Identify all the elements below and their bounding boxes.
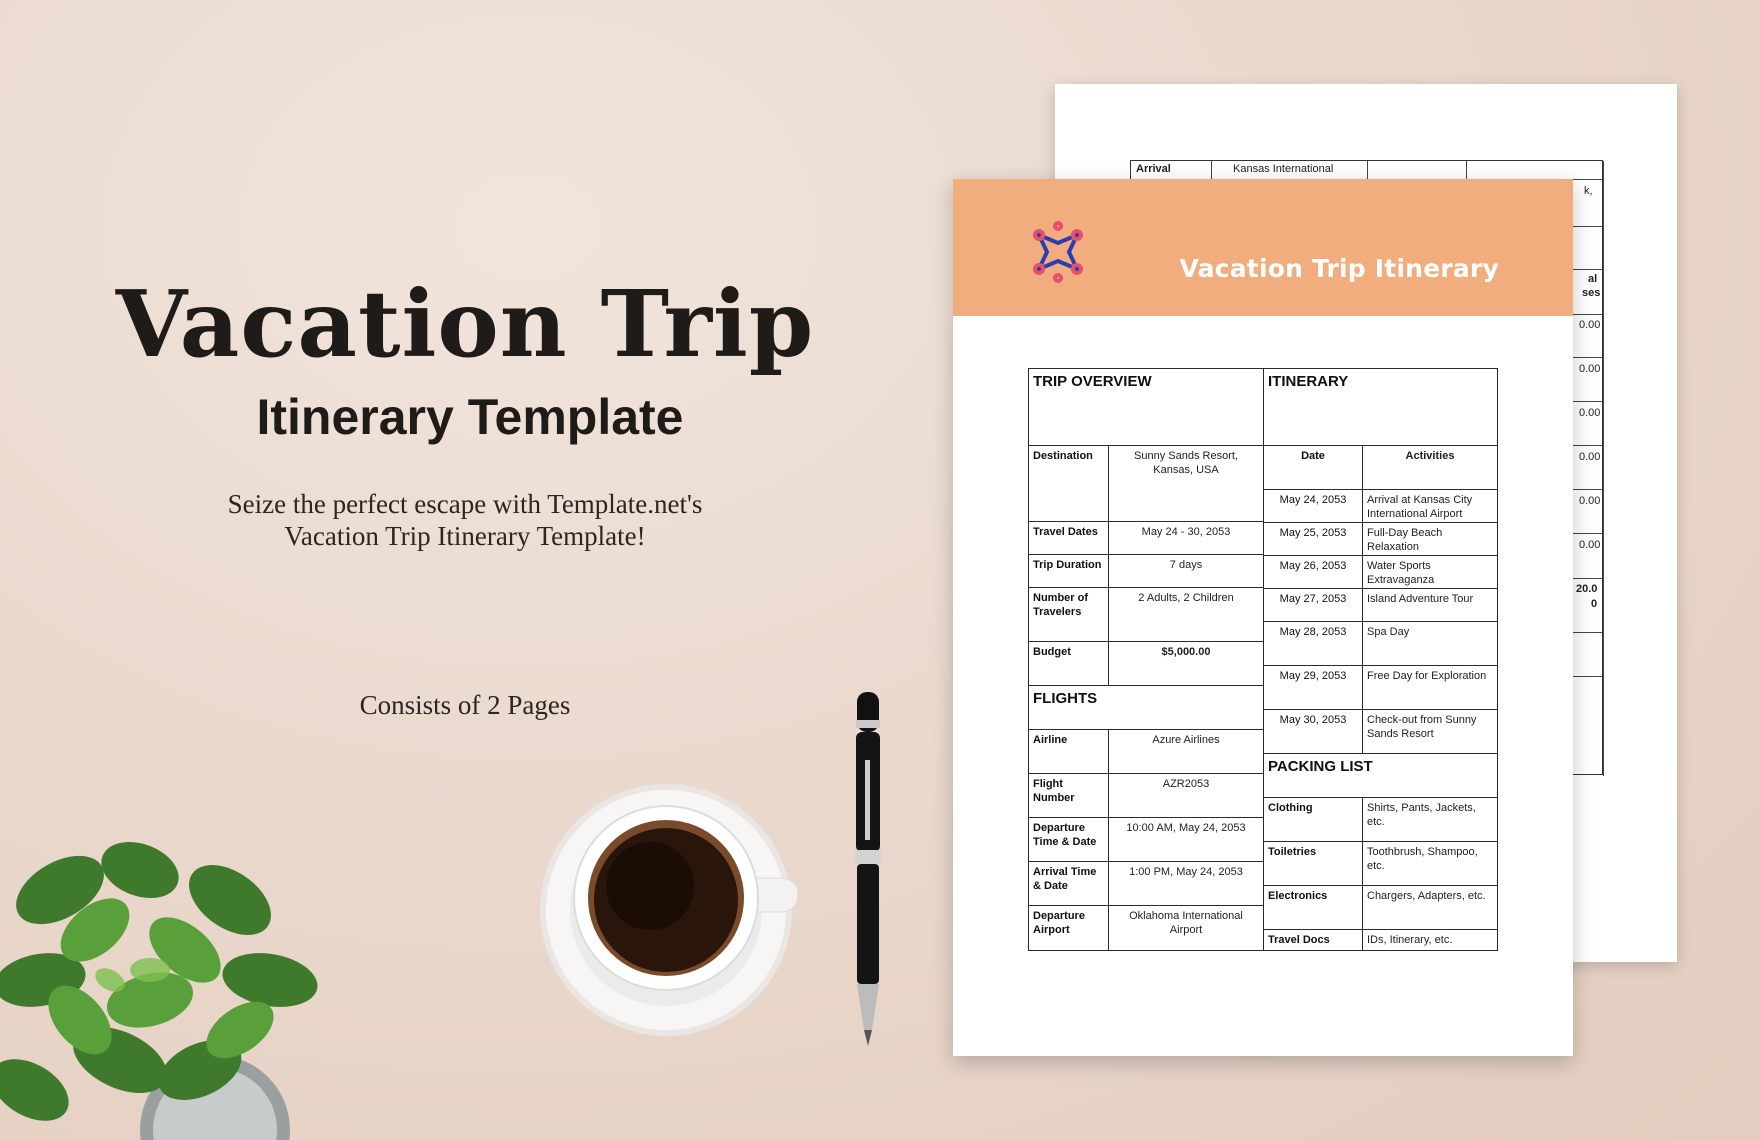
back-cell: 0.00 bbox=[1579, 495, 1601, 507]
table-row bbox=[1264, 930, 1497, 950]
packing-list-header bbox=[1264, 754, 1497, 798]
row-value: Sunny Sands Resort, Kansas, USA bbox=[1134, 450, 1238, 476]
itinerary-activity: Arrival at Kansas City International Airport bbox=[1367, 494, 1473, 520]
hero-tagline-line2: Vacation Trip Itinerary Template! bbox=[284, 521, 646, 551]
itinerary-date: May 26, 2053 bbox=[1264, 556, 1363, 588]
back-col-divider bbox=[1211, 161, 1212, 179]
table-row bbox=[1029, 555, 1263, 588]
table-row bbox=[1029, 642, 1263, 686]
hero-tagline bbox=[0, 488, 930, 552]
table-row bbox=[1029, 730, 1263, 774]
row-label: Travel Dates bbox=[1029, 522, 1109, 554]
row-label: Departure Airport bbox=[1029, 906, 1109, 950]
table-row bbox=[1264, 666, 1497, 710]
packing-items: Chargers, Adapters, etc. bbox=[1367, 890, 1486, 902]
packing-category: Toiletries bbox=[1264, 842, 1363, 885]
back-cell: ses bbox=[1582, 287, 1601, 299]
section-heading-packing-list: PACKING LIST bbox=[1268, 758, 1373, 775]
back-cell: 0.00 bbox=[1579, 319, 1601, 331]
itinerary-date: May 27, 2053 bbox=[1264, 589, 1363, 621]
back-col-divider bbox=[1603, 161, 1604, 776]
row-value: Azure Airlines bbox=[1152, 734, 1220, 746]
column-header-date: Date bbox=[1264, 446, 1363, 489]
row-value: 10:00 AM, May 24, 2053 bbox=[1126, 822, 1246, 834]
logo-icon bbox=[1027, 221, 1089, 283]
back-cell: 0.00 bbox=[1579, 539, 1601, 551]
back-cell: 0.00 bbox=[1579, 363, 1601, 375]
back-cell: 0.00 bbox=[1579, 451, 1601, 463]
itinerary-activity: Check-out from Sunny Sands Resort bbox=[1367, 714, 1477, 740]
table-row bbox=[1029, 862, 1263, 906]
itinerary-activity: Spa Day bbox=[1367, 626, 1410, 638]
row-value: 2 Adults, 2 Children bbox=[1138, 592, 1234, 604]
itinerary-activity: Full-Day Beach Relaxation bbox=[1367, 527, 1443, 553]
right-column bbox=[1263, 368, 1498, 951]
column-header-activities: Activities bbox=[1405, 450, 1455, 462]
table-row bbox=[1264, 842, 1497, 886]
row-label: Number of Travelers bbox=[1029, 588, 1109, 641]
pages-note: Consists of 2 Pages bbox=[359, 690, 571, 720]
row-value: Oklahoma International Airport bbox=[1129, 910, 1243, 936]
row-label: Departure Time & Date bbox=[1029, 818, 1109, 861]
section-heading-trip-overview: TRIP OVERVIEW bbox=[1033, 373, 1152, 390]
table-row bbox=[1264, 622, 1497, 666]
table-row bbox=[1264, 798, 1497, 842]
packing-items: Shirts, Pants, Jackets, etc. bbox=[1367, 802, 1476, 828]
itinerary-activity: Free Day for Exploration bbox=[1367, 670, 1487, 682]
table-row bbox=[1264, 589, 1497, 622]
table-row bbox=[1264, 523, 1497, 556]
packing-items: Toothbrush, Shampoo, etc. bbox=[1367, 846, 1478, 872]
table-row bbox=[1029, 818, 1263, 862]
row-label: Arrival Time & Date bbox=[1029, 862, 1109, 905]
section-heading-itinerary: ITINERARY bbox=[1268, 373, 1349, 390]
back-cell: 0.00 bbox=[1579, 407, 1601, 419]
row-value: $5,000.00 bbox=[1161, 646, 1211, 658]
hero-tagline-line1: Seize the perfect escape with Template.net's bbox=[227, 489, 703, 519]
table-row bbox=[1264, 556, 1497, 589]
row-label: Trip Duration bbox=[1029, 555, 1109, 587]
itinerary-date: May 28, 2053 bbox=[1264, 622, 1363, 665]
packing-category: Electronics bbox=[1264, 886, 1363, 929]
itinerary-date: May 25, 2053 bbox=[1264, 523, 1363, 555]
front-page bbox=[953, 179, 1573, 1056]
section-heading-flights: FLIGHTS bbox=[1033, 690, 1098, 707]
table-row bbox=[1029, 906, 1263, 950]
row-label: Budget bbox=[1029, 642, 1109, 685]
row-value: AZR2053 bbox=[1162, 778, 1210, 790]
packing-items: IDs, Itinerary, etc. bbox=[1367, 934, 1453, 946]
page-title: Vacation Trip Itinerary bbox=[1179, 254, 1499, 283]
itinerary-column-headers bbox=[1264, 446, 1497, 490]
coffee-cup-decoration bbox=[538, 778, 798, 1038]
back-cell: 20.0 bbox=[1576, 583, 1598, 595]
itinerary-date: May 30, 2053 bbox=[1264, 710, 1363, 753]
back-cell: Arrival bbox=[1136, 163, 1171, 175]
back-cell: Kansas International bbox=[1233, 163, 1334, 175]
itinerary-header bbox=[1264, 369, 1497, 446]
packing-category: Travel Docs bbox=[1264, 930, 1363, 950]
back-col-divider bbox=[1466, 161, 1467, 179]
row-value: 1:00 PM, May 24, 2053 bbox=[1129, 866, 1243, 878]
trip-overview-header bbox=[1029, 369, 1263, 446]
hero-subtitle: Itinerary Template bbox=[256, 389, 684, 445]
pen-decoration bbox=[848, 690, 888, 1050]
table-row bbox=[1029, 446, 1263, 522]
back-cell: k, bbox=[1584, 185, 1593, 197]
table-row bbox=[1029, 522, 1263, 555]
page-header-band bbox=[953, 179, 1573, 316]
flights-header bbox=[1029, 686, 1263, 730]
row-value: 7 days bbox=[1169, 559, 1203, 571]
table-row bbox=[1264, 490, 1497, 523]
left-column bbox=[1028, 368, 1264, 951]
row-label: Destination bbox=[1029, 446, 1109, 521]
row-label: Airline bbox=[1029, 730, 1109, 773]
back-cell: al bbox=[1588, 273, 1598, 285]
hero-title: Vacation Trip bbox=[115, 270, 815, 378]
plant-decoration bbox=[0, 830, 330, 1140]
packing-category: Clothing bbox=[1264, 798, 1363, 841]
itinerary-date: May 24, 2053 bbox=[1264, 490, 1363, 522]
itinerary-grid bbox=[1028, 368, 1498, 951]
back-cell: 0 bbox=[1591, 598, 1598, 610]
back-col-divider bbox=[1367, 161, 1368, 179]
table-row bbox=[1264, 886, 1497, 930]
table-row bbox=[1029, 588, 1263, 642]
itinerary-date: May 29, 2053 bbox=[1264, 666, 1363, 709]
row-value: May 24 - 30, 2053 bbox=[1141, 526, 1231, 538]
itinerary-activity: Water Sports Extravaganza bbox=[1367, 560, 1435, 586]
table-row bbox=[1029, 774, 1263, 818]
row-label: Flight Number bbox=[1029, 774, 1109, 817]
table-row bbox=[1264, 710, 1497, 754]
itinerary-activity: Island Adventure Tour bbox=[1367, 593, 1474, 605]
